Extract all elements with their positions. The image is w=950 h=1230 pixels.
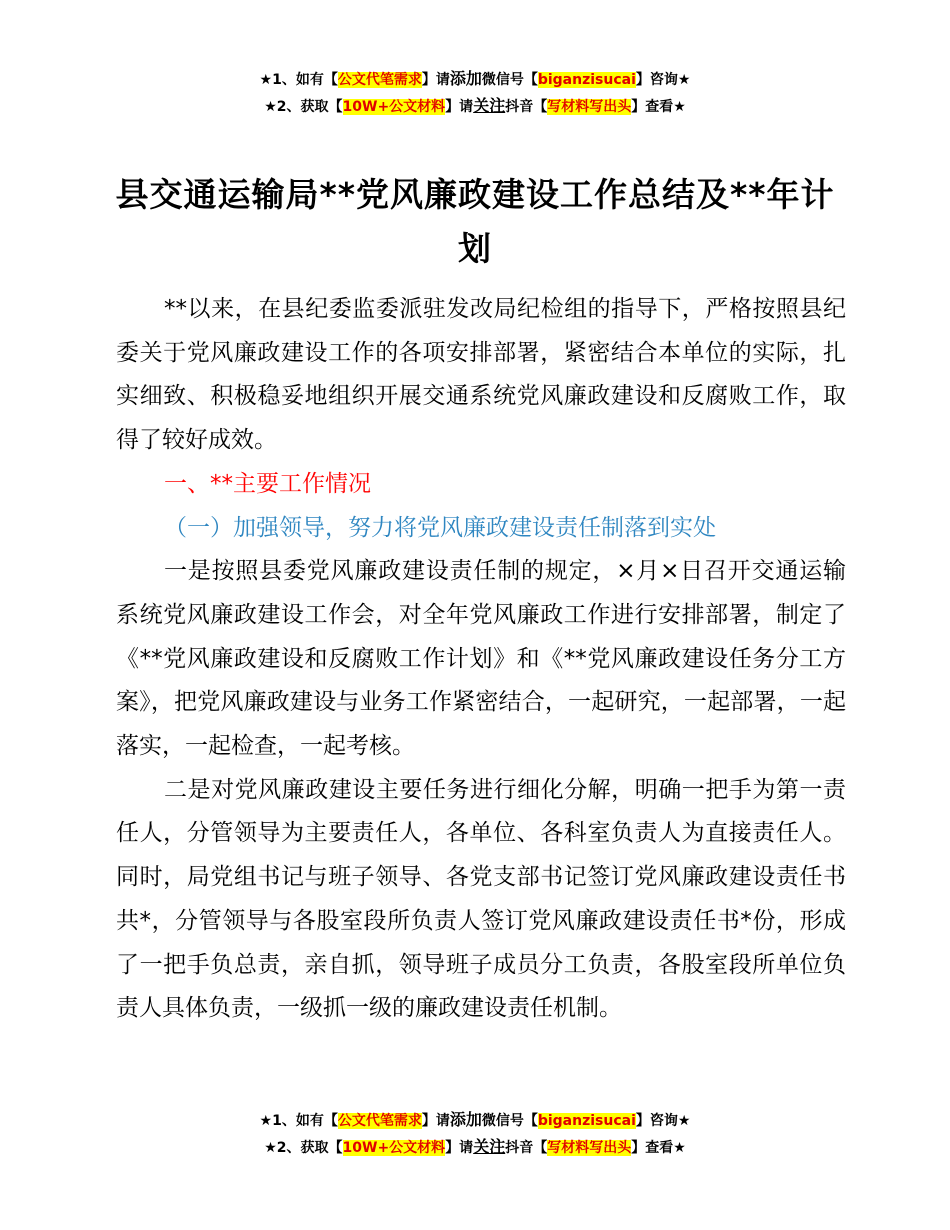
header-banner [0,66,950,120]
banner-text: ★2、获取【 [264,1140,343,1156]
intro-paragraph: **以来，在县纪委监委派驻发改局纪检组的指导下，严格按照县纪委关于党风廉政建设工作的各项安排部署，紧密结合本单位的实际，扎实细致、积极稳妥地组织开展交通系统党风廉政建设和反腐败工作，取得了较好成效。 [116,296,846,454]
banner-line-1 [0,66,950,93]
highlight-wechat-id: biganzisucai [537,1113,636,1129]
banner-text: 微信号【 [481,1113,538,1129]
banner-text: 】请 [445,1140,474,1156]
highlight-materials: 10W+公文材料 [342,99,446,115]
banner-text: 抖音【 [505,99,548,115]
banner-emphasis: 关注 [473,96,506,115]
banner-text: ★1、如有【 [259,72,338,88]
highlight-service: 公文代笔需求 [337,1113,422,1129]
banner-text: 】查看★ [631,1140,686,1156]
document-title: 县交通运输局**党风廉政建设工作总结及**年计划 [115,175,835,268]
banner-text: ★2、获取【 [264,99,343,115]
banner-text: 抖音【 [505,1140,548,1156]
section-heading: 一、**主要工作情况 [164,470,371,497]
banner-line-2 [0,1134,950,1161]
banner-emphasis: 关注 [473,1137,506,1156]
banner-text: 】请 [421,1113,450,1129]
highlight-douyin: 写材料写出头 [547,99,632,115]
banner-text: 】咨询★ [635,1113,691,1129]
highlight-materials: 10W+公文材料 [342,1140,446,1156]
banner-text: 】查看★ [631,99,686,115]
banner-emphasis: 添加 [449,1110,482,1129]
banner-text: ★1、如有【 [259,1113,338,1129]
banner-line-2 [0,93,950,120]
banner-text: 】请 [421,72,450,88]
document-body [116,288,846,1031]
highlight-service: 公文代笔需求 [337,72,422,88]
body-paragraph: 二是对党风廉政建设主要任务进行细化分解，明确一把手为第一责任人，分管领导为主要责任人，各单位、各科室负责人为直接责任人。同时，局党组书记与班子领导、各党支部书记签订党风廉政建设责任书共*，分管领导与各股室段所负责人签订党风廉政建设责任书*份，形成了一把手负总责，亲自抓，领导班子成员分工负责，各股室段所单位负责人具体负责，一级抓一级的廉政建设责任机制。 [116,776,847,1022]
highlight-wechat-id: biganzisucai [537,72,636,88]
banner-text: 微信号【 [481,72,538,88]
banner-line-1 [0,1107,950,1134]
body-paragraph: 一是按照县委党风廉政建设责任制的规定，×月×日召开交通运输系统党风廉政建设工作会，对全年党风廉政工作进行安排部署，制定了《**党风廉政建设和反腐败工作计划》和《**党风廉政建设任务分工方案》，把党风廉政建设与业务工作紧密结合，一起研究，一起部署，一起落实，一起检查，一起考核。 [116,558,846,760]
footer-banner [0,1107,950,1161]
highlight-douyin: 写材料写出头 [547,1140,632,1156]
banner-emphasis: 添加 [449,69,482,88]
banner-text: 】咨询★ [635,72,691,88]
banner-text: 】请 [445,99,474,115]
subsection-heading: （一）加强领导，努力将党风廉政建设责任制落到实处 [164,514,716,541]
